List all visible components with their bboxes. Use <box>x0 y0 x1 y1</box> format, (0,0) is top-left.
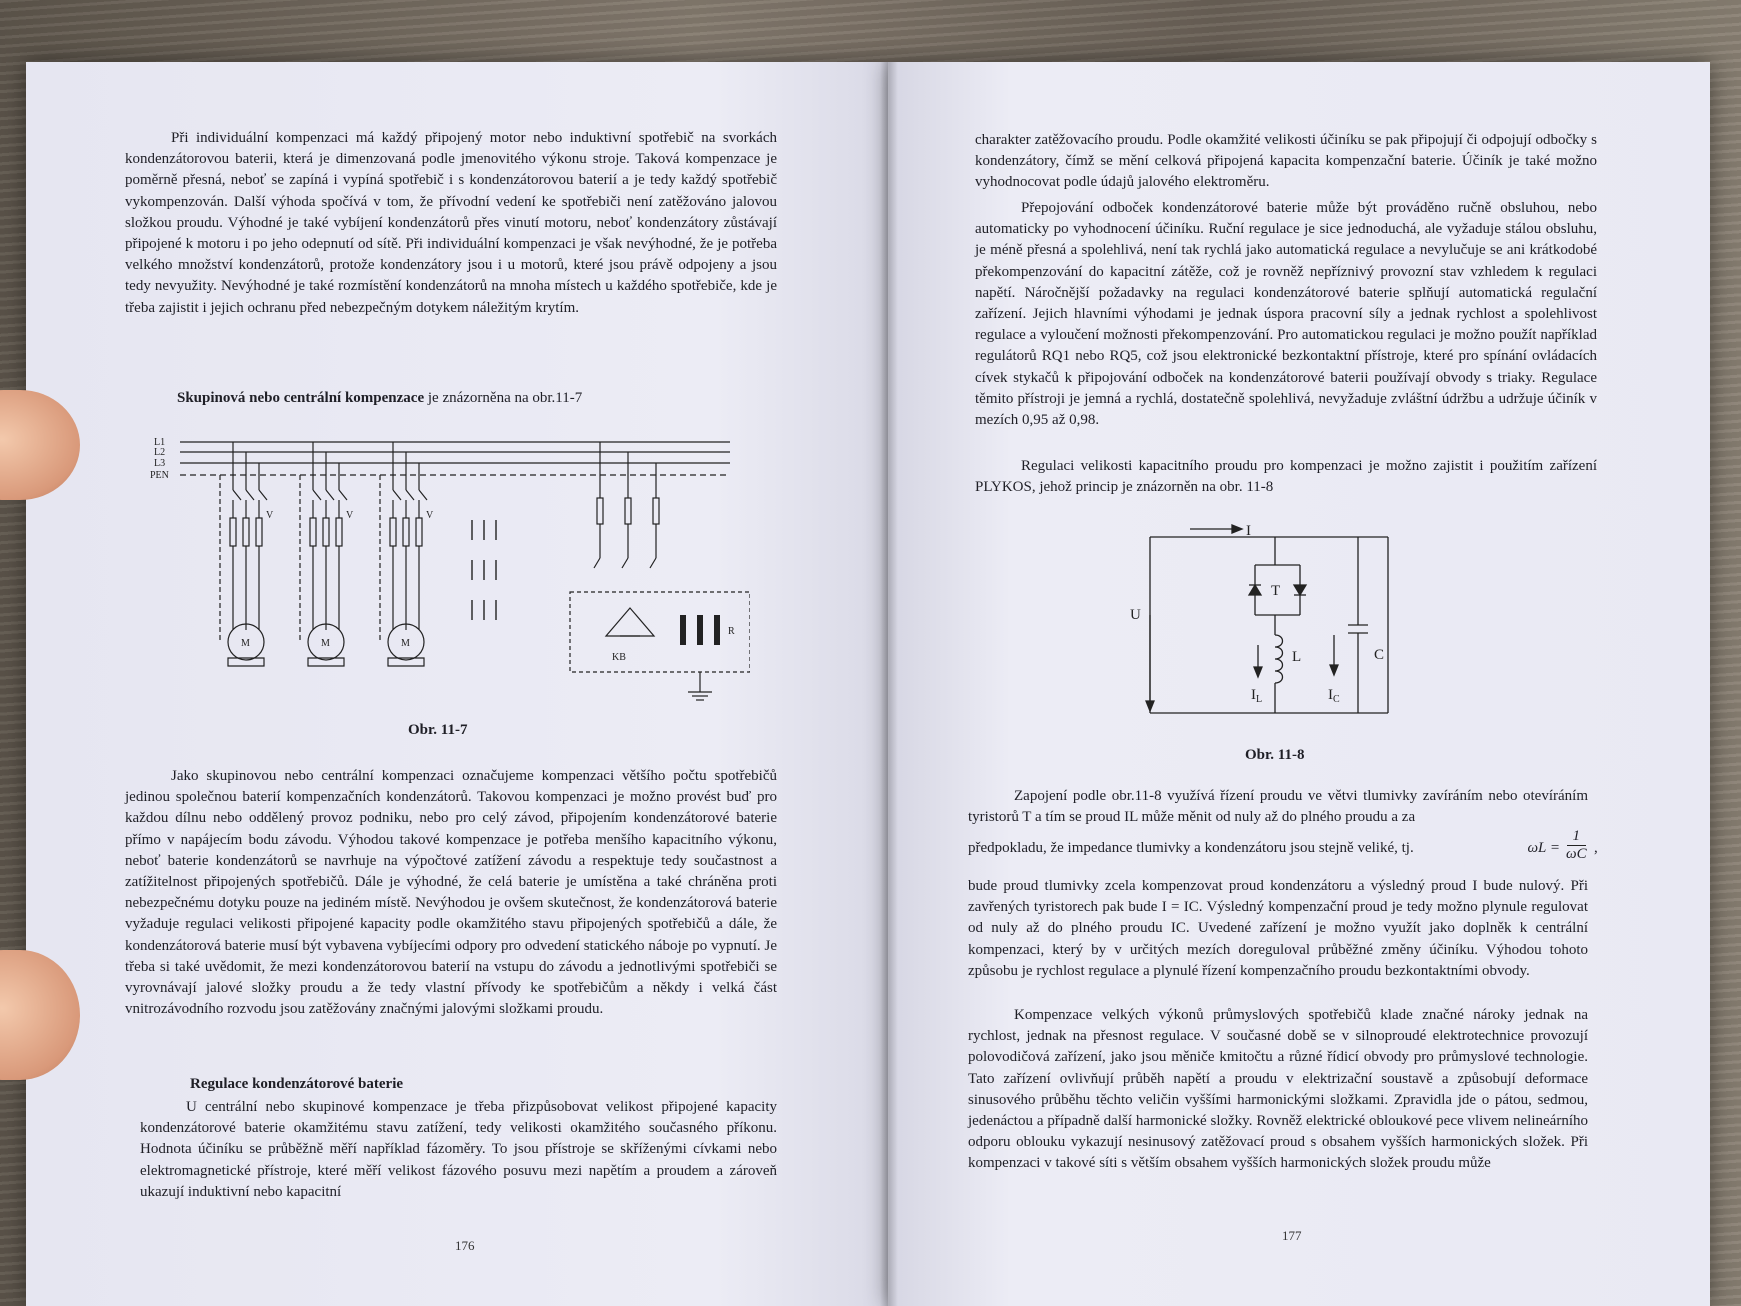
right-paragraph-1: charakter zatěžovacího proudu. Podle okamžité velikosti účiníku se pak připojují či odpojují odbočky s kondenzátory, čímž se mění celková připojená kapacita kompenzační baterie. Účiník je také možno vyhodnocovat podle údajů jalového elektroměru. <box>975 132 1597 191</box>
motor-label-3: M <box>401 638 410 649</box>
label-v-1: V <box>266 510 274 521</box>
right-paragraph-2: Přepojování odboček kondenzátorové baterie může být prováděno ručně obsluhou, nebo automaticky po vyhodnocení účiníku. Ruční regulace je sice jednoduchá, ale vyžaduje stálou obsluhu, je méně přesná a spolehlivá, není tak rychlá jako automatická regulace a nevylučuje se ani krátkodobé překompenzování do kapacitní zátěže, což je rovněž nepříznivý provozní stav vzhledem k regulaci napětí. Náročnější požadavky na regulaci kondenzátorové baterie splňují automatická regulační zařízení. Jejich hlavními výhodami je jednak úspora pracovní síly a jednak rychlost a spolehlivost regulace a vyloučení možnosti překompenzování. Pro automatickou regulaci je možno použít například regulátorů RQ1 nebo RQ5, což jsou elektronické bezkontaktní přístroje, které pro spínání ovládacích cívek stykačů k připojování odboček na kondenzátorové baterii používají obvody s triaky. Regulace těmito přístroji je jemná a rychlá, dostatečně spolehlivá, nevyžaduje zvláštní údržbu a udržuje účiník v mezích 0,95 až 0,98. <box>975 200 1597 429</box>
label-l3: L3 <box>154 458 166 469</box>
left-section-heading <box>177 388 777 409</box>
formula-tail: , <box>1594 840 1598 856</box>
figure-11-7 <box>150 430 750 710</box>
book-gutter <box>880 62 898 1306</box>
label-v-3: V <box>426 510 434 521</box>
right-paragraph-4: Zapojení podle obr.11-8 využívá řízení proudu ve větvi tlumivky zavíráním nebo otevíráním tyristorů T a tím se proud IL může měnit od nuly až do plného proudu a za <box>968 788 1588 826</box>
formula-line <box>968 828 1598 868</box>
label-v-2: V <box>346 510 354 521</box>
left-paragraph-3: U centrální nebo skupinové kompenzace je třeba přizpůsobovat velikost připojené kapacity kondenzátorové baterie okamžitému stavu zatížení, tedy velikosti okamžitého současného příkonu. Hodnota účiníku se průběžně měří například fázoměry. To jsou přístroje se skříženými cívkami nebo elektromagnetické přístroje, které měří velikost fázového posuvu mezi napětím a proudem a zároveň ukazují induktivní nebo kapacitní <box>140 1099 777 1200</box>
formula-numerator: 1 <box>1567 828 1587 846</box>
label-inductor-l: L <box>1292 649 1302 665</box>
right-page-number: 177 <box>1282 1228 1302 1243</box>
label-thyristor-t: T <box>1271 583 1281 599</box>
label-current-ic: $I_C$ <box>1328 687 1340 705</box>
formula-fraction <box>1566 828 1587 863</box>
motor-label-1: M <box>241 638 250 649</box>
figure-11-7-caption: Obr. 11-7 <box>408 722 468 738</box>
label-pen: PEN <box>150 470 169 481</box>
section-title: Skupinová nebo centrální kompenzace <box>177 390 425 406</box>
label-l2: L2 <box>154 447 166 458</box>
label-current-i: I <box>1246 523 1251 539</box>
formula-denominator: ωC <box>1566 846 1587 862</box>
left-page-number: 176 <box>455 1238 475 1253</box>
label-voltage-u: U <box>1130 607 1141 623</box>
label-current-il: $I_L$ <box>1251 687 1263 705</box>
right-paragraph-3: Regulaci velikosti kapacitního proudu pro kompenzaci je možno zajistit i použitím zařízení PLYKOS, jehož princip je znázorněn na obr. 11-8 <box>975 458 1597 496</box>
label-r: R <box>728 626 735 637</box>
label-l1: L1 <box>154 437 166 448</box>
right-paragraph-7: Kompenzace velkých výkonů průmyslových spotřebičů klade značné nároky jednak na rychlost, jednak na přesnost regulace. V současné době se v silnoproudé elektrotechnice provozují polovodičová zařízení, jako jsou měniče kmitočtu a různé řídicí obvody pro průmyslové technologie. Tato zařízení ovlivňují průběh napětí a proudu v elektrizační soustavě a způsobují deformace sinusového průběhu těchto veličin vyššími harmonickými složkami. Zpravidla jde o pátou, sedmou, jedenáctou a případně další harmonické složky. Rovněž elektrické obloukové pece vlivem nelineárního odporu oblouku vykazují nesinusový zatěžovací proud s obsahem vyšších harmonických složek. Při kompenzaci v takové síti s větším obsahem vyšších harmonických složek proudu může <box>968 1007 1588 1172</box>
motor-label-2: M <box>321 638 330 649</box>
right-paragraph-6: bude proud tlumivky zcela kompenzovat proud kondenzátoru a výsledný proud I bude nulový. Při zavřených tyristorech pak bude I = IC. Výsledný kompenzační proud je tedy možno plynule regulovat od nuly až do plného proudu IC. Uvedené zařízení je možno využít jako doplněk k centrální kompenzaci, který by v určitých mezích doreguloval průběžné změny účiníku. Výhodou tohoto způsobu je rychlost regulace a plynulé řízení kompenzačního proudu bezkontaktními obvody. <box>968 878 1588 979</box>
figure-11-8 <box>1120 515 1420 715</box>
label-capacitor-c: C <box>1374 647 1385 663</box>
left-paragraph-1: Při individuální kompenzaci má každý připojený motor nebo induktivní spotřebič na svorkách kondenzátorovou baterii, která je dimenzovaná podle jmenovitého výkonu stroje. Taková kompenzace je poměrně přesná, neboť se zapíná i vypíná spotřebič i s kondenzátorovou baterií a je tedy každý spotřebič vykompenzován. Další výhoda spočívá v tom, že přívodní vedení ke spotřebiči není zatěžováno jalovou složkou proudu. Výhodné je také vybíjení kondenzátorů přes vinutí motoru, neboť kondenzátory zůstávají připojené k motoru i po jeho odepnutí od sítě. Při individuální kompenzaci je však nevýhodné, že je potřeba velkého množství kondenzátorů, protože kondenzátory jsou i u motorů, které jsou právě odpojeny a jsou tedy nevyužity. Nevýhodné je také rozmístění kondenzátorů na mnoha místech u každého spotřebiče, kde je třeba zajistit i jejich ochranu před nebezpečným dotykem náležitým krytím. <box>125 130 777 316</box>
figure-11-8-caption: Obr. 11-8 <box>1245 747 1305 763</box>
formula-lhs: ωL = <box>1527 840 1560 856</box>
section-title-rest: je znázorněna na obr.11-7 <box>424 390 583 406</box>
left-subheading: Regulace kondenzátorové baterie <box>190 1076 404 1092</box>
label-kb: KB <box>612 652 626 663</box>
formula-lead-text: předpokladu, že impedance tlumivky a kondenzátoru jsou stejně veliké, tj. <box>968 840 1414 856</box>
left-paragraph-2: Jako skupinovou nebo centrální kompenzaci označujeme kompenzaci většího počtu spotřebičů jedinou společnou baterií kompenzačních kondenzátorů. Takovou kompenzaci je možno provést buď pro každou dílnu nebo oddělený provoz podniku, nebo pro celý závod, připojením kondenzátorové baterie přímo v napájecím bodu závodu. Výhodou takové kompenzace je potřeba menšího kapacitního výkonu, neboť baterie kondenzátorů se navrhuje na výpočtové zatížení závodu a respektuje tedy součastnost a zatížitelnost připojených spotřebičů. Dále je výhodné, že celá baterie je umístěna a také chráněna proti nebezpečnému dotyku pouze na jediném místě. Nevýhodou je ovšem skutečnost, že kondenzátorová baterie vyžaduje regulaci velikosti připojené kapacity podle okamžitého stavu připojených spotřebičů a dále, že kondenzátorová baterie musí být vybavena vybíjecími odpory pro odvedení statického náboje po vypnutí. Je třeba si také uvědomit, že mezi kondenzátorovou baterií na vstupu do závodu a jednotlivými spotřebiči se vyrovnávají jalové složky proudu a že tedy vlastní přívody ke spotřebičům a někdy i velká část vnitrozávodního rozvodu jsou zatěžovány značnými jalovými složkami proudu. <box>125 768 777 1018</box>
